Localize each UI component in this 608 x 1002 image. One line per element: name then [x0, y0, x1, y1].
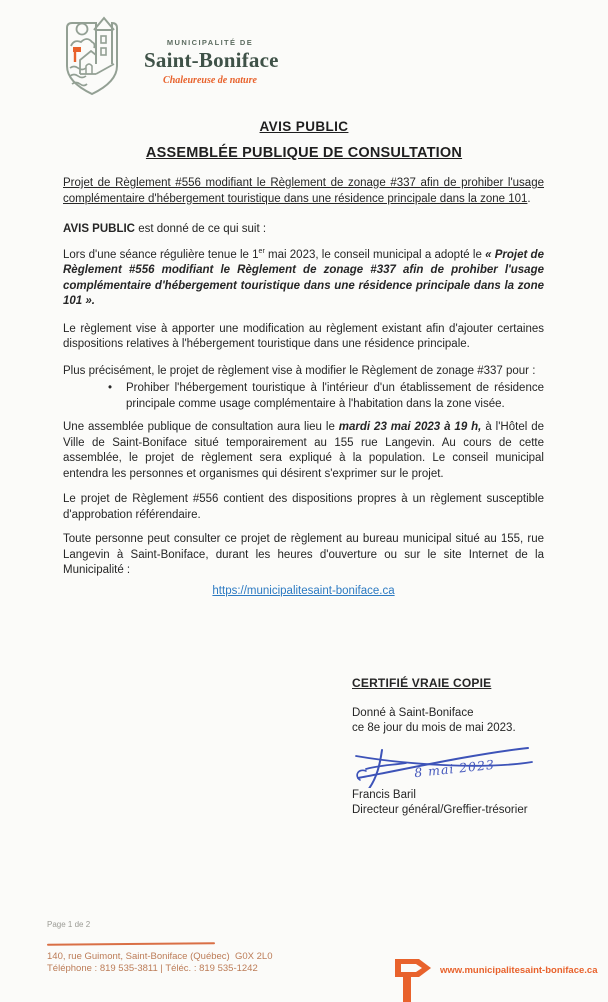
signer-title: Directeur général/Greffier-trésorier — [352, 804, 528, 816]
certification-heading: CERTIFIÉ VRAIE COPIE — [352, 676, 492, 690]
footer-phone: Téléphone : 819 535-3811 | Téléc. : 819 535-1242 — [47, 963, 258, 974]
adoption-pre: Lors d'une séance régulière tenue le 1 — [63, 248, 259, 261]
bullet-icon: • — [108, 382, 113, 394]
assembly-paragraph — [63, 420, 544, 482]
assembly-post: à l'Hôtel de Ville de Saint-Boniface situé temporairement au 155 rue Langevin. Au cours de cette assemblée, le projet de règlement sera expliqué à la population. Le conseil municipal entendra les personnes et organismes qui désirent s'exprimer sur le projet. — [63, 421, 545, 480]
signpost-icon — [394, 957, 436, 1002]
referendum-paragraph: Le projet de Règlement #556 contient des dispositions propres à un règlement susceptible d'approbation référendaire. — [63, 493, 544, 521]
municipality-website-link[interactable]: https://municipalitesaint-boniface.ca — [212, 584, 395, 597]
logo-kicker: MUNICIPALITÉ DE — [166, 38, 254, 47]
link-line — [63, 581, 544, 599]
footer-address: 140, rue Guimont, Saint-Boniface (Québec) G0X 2L0 — [47, 951, 273, 962]
certification-place: Donné à Saint-Boniface — [352, 707, 474, 719]
adoption-paragraph — [63, 248, 544, 310]
project-summary-paragraph — [63, 176, 544, 207]
adoption-mid: mai 2023, le conseil municipal a adopté le — [264, 248, 486, 261]
consultation-paragraph: Toute personne peut consulter ce projet de règlement au bureau municipal situé au 155, rue Langevin à Saint-Boniface, durant les heures d'ouverture ou sur le site Internet de la Municipalité : — [63, 533, 544, 576]
adoption-quote: « Projet de Règlement #556 modifiant le Règlement de zonage #337 afin de prohiber l'usage complémentaire d'hébergement touristique dans une résidence principale dans la zone 101 ». — [63, 248, 544, 307]
modification-paragraph: Le règlement vise à apporter une modification au règlement existant afin d'ajouter certaines dispositions relatives à l'hébergement touristique dans une résidence principale. — [63, 322, 544, 350]
notice-lead-paragraph — [63, 222, 544, 238]
assembly-pre: Une assemblée publique de consultation aura lieu le — [63, 421, 339, 433]
logo-wordmark — [144, 38, 279, 86]
notice-lead-bold: AVIS PUBLIC — [63, 223, 135, 235]
handwritten-date: 8 mai 2023 — [413, 756, 496, 781]
bullet-item — [63, 381, 544, 412]
municipality-logo — [58, 16, 279, 102]
precision-paragraph: Plus précisément, le projet de règlement vise à modifier le Règlement de zonage #337 pour : — [63, 364, 536, 377]
project-summary-underlined: Projet de Règlement #556 modifiant le Règlement de zonage #337 afin de prohiber l'usage complémentaire d'hébergement touristique dans une résidence principale dans la zone 101 — [63, 177, 544, 205]
project-summary-period: . — [527, 192, 531, 205]
logo-org-name: Saint-Boniface — [144, 48, 279, 72]
footer-divider — [47, 942, 215, 945]
certification-date: ce 8e jour du mois de mai 2023. — [352, 722, 516, 734]
signature-image — [352, 740, 537, 788]
footer-website: www.municipalitesaint-boniface.ca — [440, 965, 598, 976]
assembly-date-bold: mardi 23 mai 2023 à 19 h, — [338, 421, 482, 433]
certification-block — [352, 676, 582, 818]
logo-tagline: Chaleureuse de nature — [163, 75, 257, 86]
signer-name: Francis Baril — [352, 789, 416, 801]
notice-subtitle: ASSEMBLÉE PUBLIQUE DE CONSULTATION — [145, 145, 463, 161]
page-indicator: Page 1 de 2 — [47, 920, 91, 929]
notice-lead-rest: est donné de ce qui suit : — [135, 223, 267, 235]
notice-body — [63, 176, 544, 599]
notice-title: AVIS PUBLIC — [259, 119, 349, 134]
ordinal-superscript: er — [258, 247, 265, 255]
municipality-emblem-icon — [58, 16, 126, 102]
bullet-text: Prohiber l'hébergement touristique à l'intérieur d'un établissement de résidence principale comme usage complémentaire à l'habitation dans la zone visée. — [126, 382, 544, 410]
